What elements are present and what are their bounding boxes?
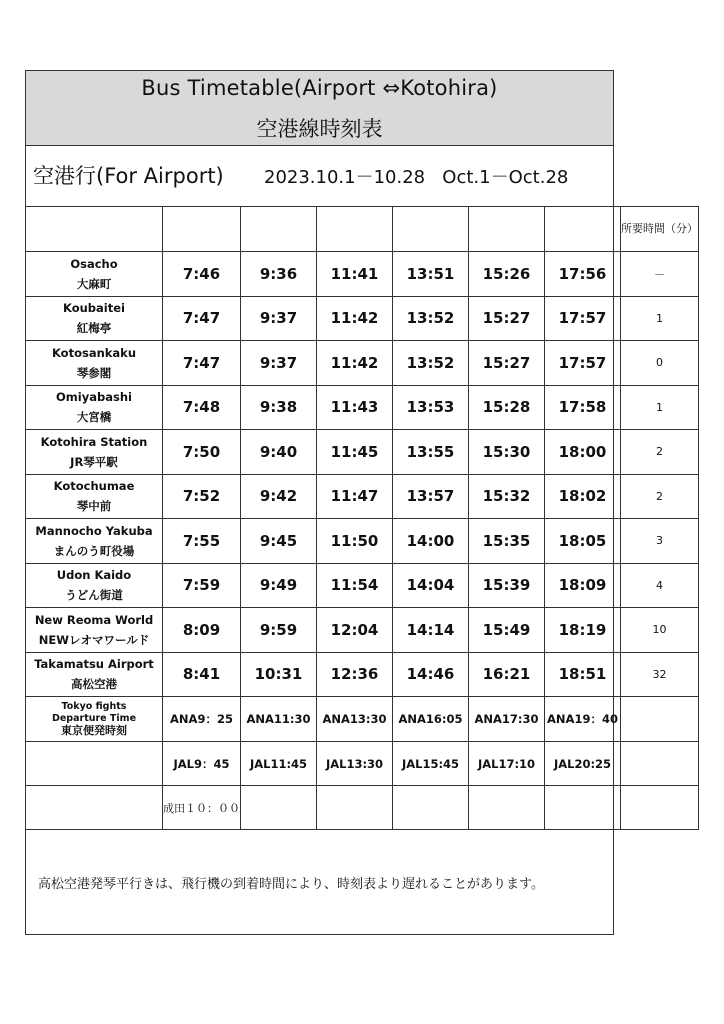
departure-time-cell: 14:00 [393, 519, 469, 564]
empty-cell [26, 742, 163, 786]
departure-time-cell: 11:42 [317, 341, 393, 386]
stop-name-english: Kotochumae [53, 479, 135, 494]
ana-flight-cell: ANA13:30 [317, 697, 393, 742]
stop-name-cell [26, 519, 163, 564]
stop-row [26, 608, 699, 653]
stop-name-cell [26, 652, 163, 697]
stop-row [26, 430, 699, 475]
stop-row [26, 474, 699, 519]
departure-time-cell: 16:21 [469, 652, 545, 697]
direction-label: 空港行(For Airport) [33, 164, 224, 188]
stop-name-english: Mannocho Yakuba [35, 523, 153, 538]
jal-flights-row [26, 742, 699, 786]
narita-flight-cell: 成田１０：００ [163, 786, 241, 830]
departure-time-cell: 18:00 [545, 430, 621, 475]
header-cell-empty [469, 207, 545, 252]
departure-time-cell: 13:52 [393, 296, 469, 341]
departure-time-cell: 15:30 [469, 430, 545, 475]
departure-time-cell: 11:43 [317, 385, 393, 430]
departure-time-cell: 7:48 [163, 385, 241, 430]
departure-time-cell: 9:36 [241, 252, 317, 297]
stop-name-cell [26, 252, 163, 297]
stop-name-english: Kotohira Station [40, 434, 148, 449]
jal-flight-cell: JAL17:10 [469, 742, 545, 786]
empty-cell [393, 786, 469, 830]
departure-time-cell: 18:05 [545, 519, 621, 564]
stop-name-japanese: 高松空港 [71, 677, 117, 692]
departure-time-cell: 9:49 [241, 563, 317, 608]
header-cell-empty [163, 207, 241, 252]
departure-time-cell: 13:55 [393, 430, 469, 475]
header-cell-empty [26, 207, 163, 252]
departure-time-cell: 12:36 [317, 652, 393, 697]
blank-cell [621, 742, 699, 786]
departure-time-cell: 13:52 [393, 341, 469, 386]
departure-time-cell: 15:28 [469, 385, 545, 430]
departure-time-cell: 7:55 [163, 519, 241, 564]
departure-time-cell: 11:45 [317, 430, 393, 475]
departure-time-cell: 13:57 [393, 474, 469, 519]
title-block [25, 70, 614, 146]
stop-name-cell [26, 385, 163, 430]
jal-flight-cell: JAL15:45 [393, 742, 469, 786]
ana-flight-cell: ANA16:05 [393, 697, 469, 742]
departure-time-cell: 9:38 [241, 385, 317, 430]
departure-time-cell: 7:50 [163, 430, 241, 475]
duration-cell: 2 [621, 430, 699, 475]
stop-name-japanese: 大宮橋 [76, 410, 112, 425]
departure-time-cell: 17:57 [545, 341, 621, 386]
departure-time-cell: 15:26 [469, 252, 545, 297]
delay-note: 高松空港発琴平行きは、飛行機の到着時間により、時刻表より遅れることがあります。 [38, 877, 544, 892]
stop-row [26, 341, 699, 386]
stop-name-cell [26, 341, 163, 386]
departure-time-cell: 18:19 [545, 608, 621, 653]
departure-time-cell: 18:02 [545, 474, 621, 519]
jal-flight-cell: JAL20:25 [545, 742, 621, 786]
departure-time-cell: 13:53 [393, 385, 469, 430]
departure-time-cell: 7:47 [163, 341, 241, 386]
header-cell-empty [241, 207, 317, 252]
flight-label-english-2: Departure Time [51, 713, 137, 724]
period-label: 2023.10.1－10.28 Oct.1－Oct.28 [264, 167, 569, 188]
departure-time-cell: 11:54 [317, 563, 393, 608]
empty-cell [317, 786, 393, 830]
departure-time-cell: 11:50 [317, 519, 393, 564]
departure-time-cell: 15:27 [469, 341, 545, 386]
stop-name-japanese: うどん街道 [65, 588, 123, 603]
ana-flight-cell: ANA19：40 [545, 697, 621, 742]
departure-time-cell: 7:52 [163, 474, 241, 519]
stop-row [26, 519, 699, 564]
departure-time-cell: 15:39 [469, 563, 545, 608]
departure-time-cell: 11:42 [317, 296, 393, 341]
ana-flight-cell: ANA17:30 [469, 697, 545, 742]
stop-name-cell [26, 608, 163, 653]
narita-row [26, 786, 699, 830]
duration-cell: 0 [621, 341, 699, 386]
departure-time-cell: 9:42 [241, 474, 317, 519]
duration-cell: 4 [621, 563, 699, 608]
empty-cell [469, 786, 545, 830]
ana-flight-cell: ANA9：25 [163, 697, 241, 742]
departure-time-cell: 14:04 [393, 563, 469, 608]
departure-time-cell: 7:59 [163, 563, 241, 608]
stop-name-english: Udon Kaido [56, 568, 132, 583]
flight-label-japanese: 東京便発時刻 [61, 724, 127, 737]
stop-name-japanese: 琴参閣 [76, 365, 112, 380]
ana-flights-row [26, 697, 699, 742]
stop-name-english: Kotosankaku [51, 345, 137, 360]
stop-name-cell [26, 563, 163, 608]
stop-name-japanese: 大麻町 [76, 276, 112, 291]
header-cell-empty [393, 207, 469, 252]
departure-time-cell: 9:45 [241, 519, 317, 564]
departure-time-cell: 11:41 [317, 252, 393, 297]
stop-name-japanese: まんのう町役場 [53, 543, 135, 558]
departure-time-cell: 17:57 [545, 296, 621, 341]
departure-time-cell: 18:51 [545, 652, 621, 697]
stop-name-english: Osacho [70, 256, 118, 271]
duration-cell: 1 [621, 385, 699, 430]
stop-name-japanese: 紅梅亭 [76, 321, 112, 336]
departure-time-cell: 10:31 [241, 652, 317, 697]
departure-time-cell: 8:09 [163, 608, 241, 653]
header-cell-empty [317, 207, 393, 252]
departure-time-cell: 14:46 [393, 652, 469, 697]
departure-time-cell: 17:56 [545, 252, 621, 297]
stop-name-japanese: JR琴平駅 [70, 454, 118, 469]
duration-cell: － [621, 252, 699, 297]
duration-cell: 3 [621, 519, 699, 564]
empty-cell [621, 697, 699, 742]
empty-cell [545, 786, 621, 830]
stop-name-english: Takamatsu Airport [34, 657, 154, 672]
departure-time-cell: 18:09 [545, 563, 621, 608]
departure-time-cell: 8:41 [163, 652, 241, 697]
stop-name-japanese: NEWレオマワールド [38, 632, 150, 647]
departure-time-cell: 9:37 [241, 296, 317, 341]
stop-name-japanese: 琴中前 [76, 499, 112, 514]
stop-name-english: Omiyabashi [56, 390, 132, 405]
stop-name-cell [26, 296, 163, 341]
jal-flight-cell: JAL13:30 [317, 742, 393, 786]
empty-cell [241, 786, 317, 830]
stop-name-english: Koubaitei [63, 301, 125, 316]
duration-cell: 1 [621, 296, 699, 341]
departure-time-cell: 7:47 [163, 296, 241, 341]
title-english: Bus Timetable(Airport ⇔Kotohira) [141, 76, 498, 100]
departure-time-cell: 12:04 [317, 608, 393, 653]
departure-time-cell: 9:40 [241, 430, 317, 475]
duration-cell: 32 [621, 652, 699, 697]
departure-time-cell: 7:46 [163, 252, 241, 297]
departure-time-cell: 11:47 [317, 474, 393, 519]
jal-flight-cell: JAL9：45 [163, 742, 241, 786]
stop-row [26, 252, 699, 297]
timetable [25, 206, 699, 830]
blank-cell [621, 786, 699, 830]
stop-name-cell [26, 430, 163, 475]
duration-cell: 10 [621, 608, 699, 653]
flight-label-english: Tokyo fights [61, 701, 127, 712]
stop-row [26, 563, 699, 608]
departure-time-cell: 17:58 [545, 385, 621, 430]
stop-name-english: New Reoma World [34, 612, 154, 627]
departure-time-cell: 9:59 [241, 608, 317, 653]
departure-time-cell: 15:49 [469, 608, 545, 653]
header-cell-empty [545, 207, 621, 252]
departure-time-cell: 13:51 [393, 252, 469, 297]
jal-flight-cell: JAL11:45 [241, 742, 317, 786]
stop-row [26, 652, 699, 697]
departure-time-cell: 15:35 [469, 519, 545, 564]
title-japanese: 空港線時刻表 [256, 117, 383, 141]
departure-time-cell: 15:32 [469, 474, 545, 519]
duration-header: 所要時間（分） [621, 207, 699, 252]
departure-time-cell: 9:37 [241, 341, 317, 386]
duration-cell: 2 [621, 474, 699, 519]
departure-time-cell: 14:14 [393, 608, 469, 653]
flight-departure-label [26, 697, 163, 742]
subtitle-row [25, 146, 614, 206]
empty-cell [26, 786, 163, 830]
ana-flight-cell: ANA11:30 [241, 697, 317, 742]
stop-row [26, 385, 699, 430]
stop-row [26, 296, 699, 341]
departure-time-cell: 15:27 [469, 296, 545, 341]
header-row [26, 207, 699, 252]
stop-name-cell [26, 474, 163, 519]
